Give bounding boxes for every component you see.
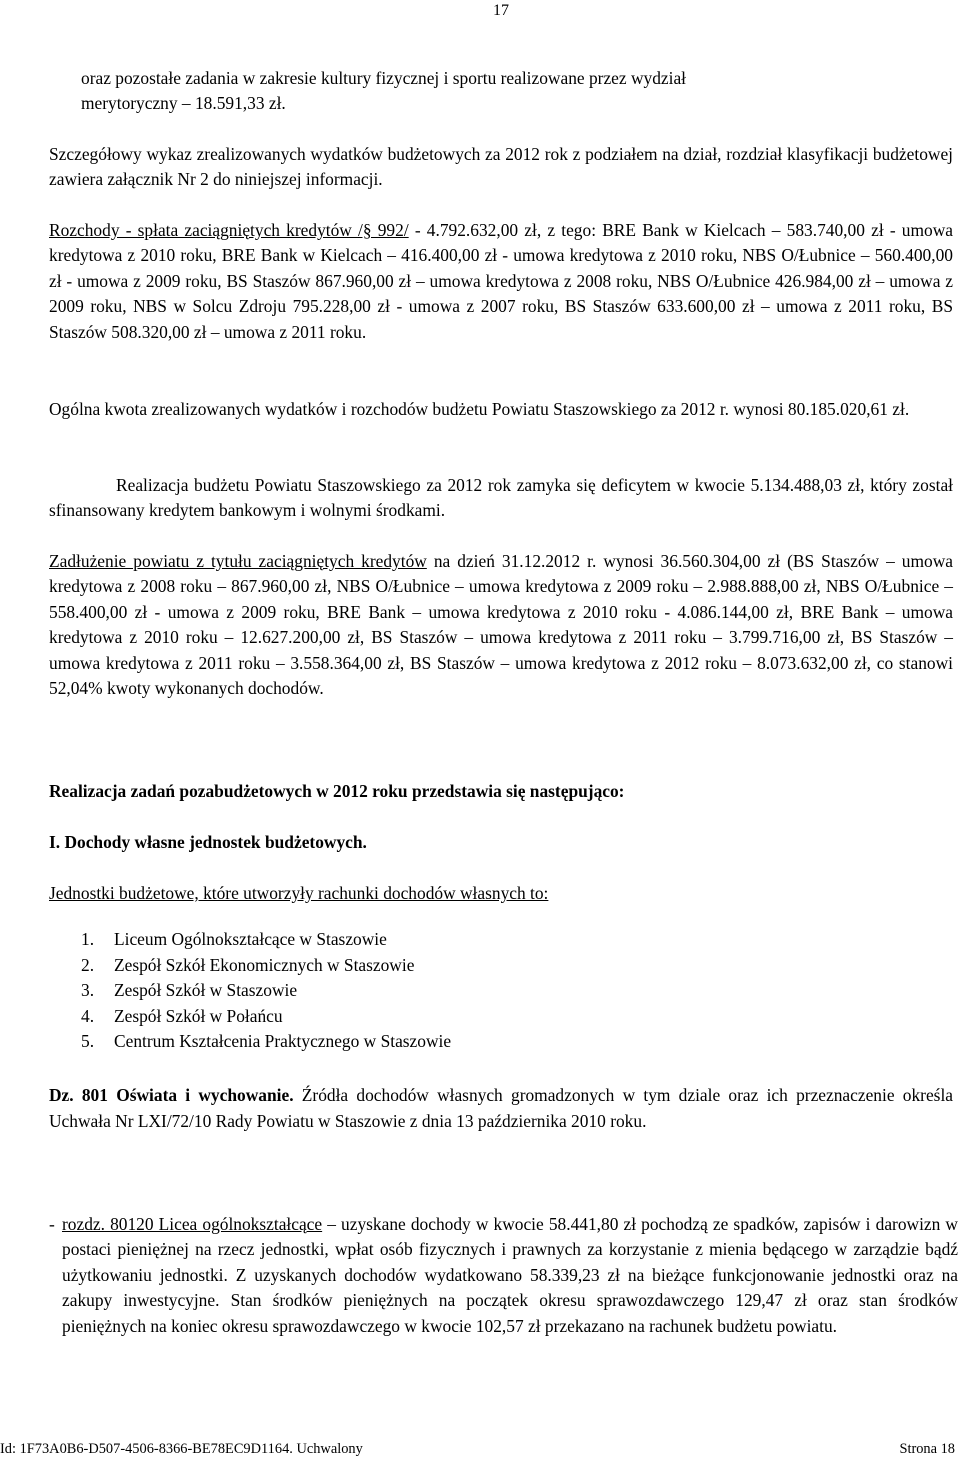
list-item [81,1029,451,1055]
debt-text: na dzień 31.12.2012 r. wynosi 36.560.304,00 zł (BS Staszów – umowa kredytowa z 2008 roku – 867.960,00 zł, NBS O/Łubnice – umowa kredytowa z 2009 roku – 2.988.888,00 zł, NBS O/Łubnice – 558.400,00 zł - umowa z 2009 roku, BRE Bank – umowa kredytowa z 2010 roku - 4.086.144,00 zł, BRE Bank – umowa kredytowa z 2010 roku – 12.627.200,00 zł, BS Staszów – umowa kredytowa z 2011 roku – 3.799.716,00 zł, BS Staszów – umowa kredytowa z 2011 roku – 3.558.364,00 zł, BS Staszów – umowa kredytowa z 2012 roku – 8.073.632,00 zł, co stanowi 52,04% kwoty wykonanych dochodów. [49,551,953,699]
dz801-label: Dz. 801 Oświata i wychowanie. [49,1085,294,1105]
dz801-text: Źródła dochodów własnych gromadzonych w tym dziale oraz ich przeznaczenie określa Uchwała Nr LXI/72/10 Rady Powiatu w Staszowie z dnia 13 października 2010 roku. [49,1085,953,1131]
list-item-name: Liceum Ogólnokształcące w Staszowie [114,929,387,949]
list-item-name: Zespół Szkół Ekonomicznych w Staszowie [114,954,415,975]
page-number: 17 [493,2,509,19]
rozdz-80120-text-block [62,1212,958,1339]
dash-bullet: - [49,1214,55,1234]
debt-label: Zadłużenie powiatu z tytułu zaciągniętych kredytów [49,551,427,571]
paragraph-rozchody [49,218,953,345]
paragraph-detail: Szczegółowy wykaz zrealizowanych wydatków budżetowych za 2012 rok z podziałem na dział, rozdział klasyfikacji budżetowej zawiera załącznik Nr 2 do niniejszej informacji. [49,144,953,190]
list-item-number: 3. [81,980,95,1001]
list-item-number: 1. [81,929,95,949]
list-item [81,1004,451,1030]
paragraph-sport [81,66,953,117]
list-item-name: Zespół Szkół w Połańcu [114,1005,283,1026]
list-item-name: Centrum Kształcenia Praktycznego w Staszowie [114,1031,452,1052]
heading-units: Jednostki budżetowe, które utworzyły rachunki dochodów własnych to: [49,883,549,903]
rozdz-label: rozdz. 80120 Licea ogólnokształcące [62,1214,323,1234]
units-list [81,927,451,1055]
list-item [81,953,451,979]
page-footer [0,1441,955,1458]
rozdz-text: – uzyskane dochody w kwocie 58.441,80 zł pochodzą ze spadków, zapisów i darowizn w postaci pieniężnej na rzecz jednostki, wpłat osób fizycznych i prawnych za korzystanie z mienia będącego w zarządzie bądź użytkowaniu jednostki. Z uzyskanych dochodów wydatkowano 58.339,23 zł na bieżące funkcjonowanie jednostki oraz na zakupy inwestycyjne. Stan środków pieniężnych na początek okresu sprawozdawczego 129,47 zł oraz stan środków pieniężnych na koniec okresu sprawozdawczego w kwocie 102,57 zł przekazano na rachunek budżetu powiatu. [62,1214,958,1336]
heading-offbudget: Realizacja zadań pozabudżetowych w 2012 roku przedstawia się następująco: [49,781,625,801]
list-item-number: 2. [81,954,95,975]
paragraph-deficit: Realizacja budżetu Powiatu Staszowskiego za 2012 rok zamyka się deficytem w kwocie 5.134.488,03 zł, który został sfinansowany kredytem bankowym i wolnymi środkami. [49,475,953,521]
list-item-number: 5. [81,1031,95,1052]
paragraph-dz801 [49,1083,953,1134]
paragraph-total: Ogólna kwota zrealizowanych wydatków i rozchodów budżetu Powiatu Staszowskiego za 2012 r. wynosi 80.185.020,61 zł. [49,399,910,419]
footer-id: Id: 1F73A0B6-D507-4506-8366-BE78EC9D1164. Uchwalony [0,1441,363,1457]
list-item [81,978,451,1004]
list-item-number: 4. [81,1005,95,1026]
heading-section-1: I. Dochody własne jednostek budżetowych. [49,832,367,852]
list-item-name: Zespół Szkół w Staszowie [114,980,298,1001]
list-item [81,927,451,953]
paragraph-sport-line-2: merytoryczny – 18.591,33 zł. [81,93,286,114]
paragraph-sport-line-1: oraz pozostałe zadania w zakresie kultury fizycznej i sportu realizowane przez wydział [81,68,686,88]
rozchody-label: Rozchody - spłata zaciągniętych kredytów /§ 992/ [49,220,409,240]
footer-page: Strona 18 [899,1441,955,1457]
rozdz-80120-item [49,1212,958,1339]
paragraph-debt [49,549,953,701]
rozchody-text: - 4.792.632,00 zł, z tego: BRE Bank w Kielcach – 583.740,00 zł - umowa kredytowa z 2010 roku, BRE Bank w Kielcach – 416.400,00 zł - umowa kredytowa z 2010 roku, NBS O/Łubnice – 560.400,00 zł - umowa z 2009 roku, BS Staszów 867.960,00 zł – umowa kredytowa z 2008 roku, NBS O/Łubnice 426.984,00 zł – umowa z 2009 roku, NBS w Solcu Zdroju 795.228,00 zł - umowa z 2007 roku, BS Staszów 633.600,00 zł – umowa z 2011 roku, BS Staszów 508.320,00 zł – umowa z 2011 roku. [49,220,953,342]
